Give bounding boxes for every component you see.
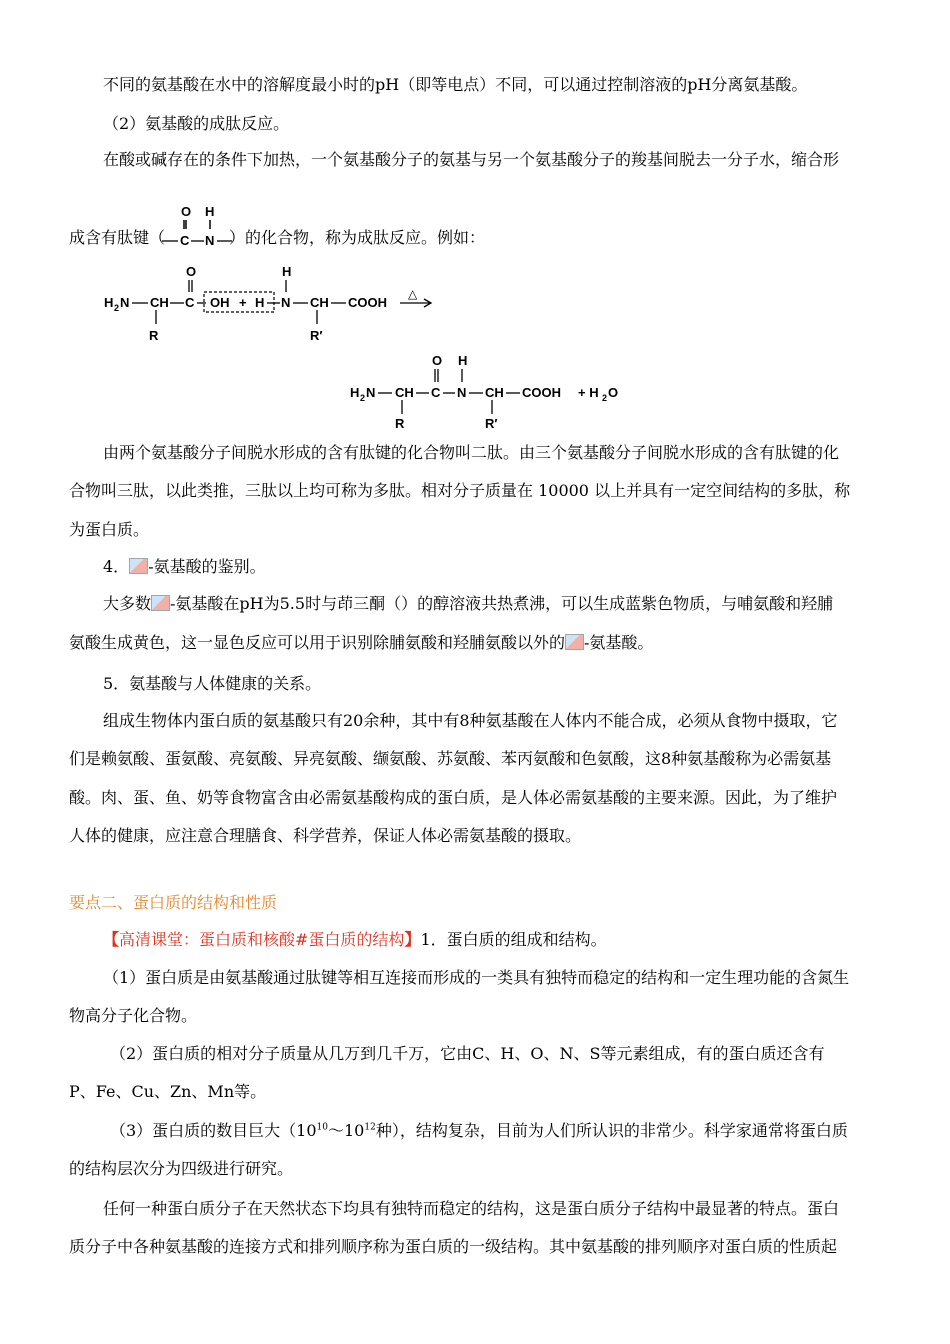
- heat-symbol: △: [408, 287, 418, 301]
- reactant-plus: +: [239, 295, 247, 310]
- product-h2o-o: O: [608, 385, 619, 400]
- reaction-reactants: [100, 262, 440, 352]
- paragraph-primary-structure-1: 任何一种蛋白质分子在天然状态下均具有独特而稳定的结构，这是蛋白质分子结构中最显著的特点。蛋白: [103, 1199, 840, 1218]
- peptide-bond-structure: [160, 200, 240, 248]
- paragraph-dipeptide-1: 由两个氨基酸分子间脱水形成的含有肽键的化合物叫二肽。由三个氨基酸分子间脱水形成的含有肽键的化: [103, 443, 840, 462]
- ninhydrin-text-pre: 大多数: [103, 594, 152, 613]
- course-bracket-open: 【: [103, 930, 120, 949]
- paragraph-protein-def-1: （1）蛋白质是由氨基酸通过肽键等相互连接而形成的一类具有独特而稳定的结构和一定生理功能的含氮生: [103, 968, 850, 987]
- peptide-bond-n: N: [205, 233, 215, 248]
- paragraph-dipeptide-2: 合物叫三肽，以此类推，三肽以上均可称为多肽。相对分子质量在 10000 以上并具有一定空间结构的多肽，称: [69, 481, 851, 500]
- peptide-bond-text-pre: 成含有肽键（: [69, 228, 166, 247]
- exponent-12: 12: [364, 1122, 376, 1133]
- paragraph-isoelectric: 不同的氨基酸在水中的溶解度最小时的pH（即等电点）不同，可以通过控制溶液的pH分离氨基酸。: [103, 75, 808, 94]
- product-r-prime: R′: [485, 416, 498, 431]
- paragraph-peptide-bond-line: [69, 228, 485, 248]
- product-ch2: CH: [485, 385, 504, 400]
- peptide-bond-c: C: [180, 233, 190, 248]
- section-composition: 1．蛋白质的组成和结构。: [420, 930, 607, 949]
- paragraph-protein-number-2: 的结构层次分为四级进行研究。: [69, 1159, 294, 1178]
- product-n: N: [366, 385, 376, 400]
- peptide-bond-text-post: ）的化合物，称为成肽反应。例如：: [229, 228, 486, 247]
- reactant-r: R: [149, 328, 159, 343]
- reactant-ch2: CH: [310, 295, 329, 310]
- product-h-top: H: [458, 353, 468, 368]
- reactant-n2: N: [281, 295, 291, 310]
- section-identification: [103, 557, 266, 577]
- ninhydrin2-text-pre: 氨酸生成黄色，这一显色反应可以用于识别除脯氨酸和羟脯氨酸以外的: [69, 633, 566, 652]
- alpha-image-icon: [565, 634, 584, 650]
- product-ch1: CH: [395, 385, 414, 400]
- reactant-h: H: [104, 295, 114, 310]
- reactant-cooh: COOH: [348, 295, 387, 310]
- product-h2o-sub: 2: [602, 393, 608, 403]
- paragraph-ninhydrin-1: [103, 594, 833, 614]
- paragraph-health-1: 组成生物体内蛋白质的氨基酸只有20余种，其中有8种氨基酸在人体内不能合成，必须从食物中摄取，它: [103, 711, 838, 730]
- paragraph-protein-mass-2: P、Fe、Cu、Zn、Mn等。: [69, 1082, 267, 1101]
- peptide-bond-o: O: [181, 204, 192, 219]
- paragraph-health-2: 们是赖氨酸、蛋氨酸、亮氨酸、异亮氨酸、缬氨酸、苏氨酸、苯丙氨酸和色氨酸，这8种氨基酸称为必需氨基: [69, 749, 832, 768]
- paragraph-peptide-intro: 在酸或碱存在的条件下加热，一个氨基酸分子的氨基与另一个氨基酸分子的羧基间脱去一分子水，缩合形: [103, 150, 840, 169]
- reactant-h-top: H: [282, 264, 292, 279]
- ninhydrin2-text-post: -氨基酸。: [584, 633, 654, 652]
- paragraph-protein-number-1: [110, 1121, 848, 1141]
- product-h-sub: 2: [360, 393, 366, 403]
- reaction-product: [346, 352, 636, 434]
- reactant-n: N: [120, 295, 130, 310]
- product-n2: N: [457, 385, 467, 400]
- paragraph-dipeptide-3: 为蛋白质。: [69, 520, 150, 539]
- product-r: R: [395, 416, 405, 431]
- number-text-3: 种），结构复杂，目前为人们所认识的非常少。科学家通常将蛋白质: [375, 1121, 848, 1140]
- number-text-1: （3）蛋白质的数目巨大（10: [110, 1121, 317, 1140]
- peptide-bond-h: H: [205, 204, 215, 219]
- paragraph-health-4: 人体的健康，应注意合理膳食、科学营养，保证人体必需氨基酸的摄取。: [69, 826, 582, 845]
- product-c: C: [431, 385, 441, 400]
- product-plus-h: + H: [578, 385, 599, 400]
- number-text-2: ～10: [328, 1121, 365, 1140]
- course-line: [103, 930, 607, 950]
- paragraph-protein-mass-1: （2）蛋白质的相对分子质量从几万到几千万，它由C、H、O、N、S等元素组成，有的蛋白质还含有: [110, 1044, 825, 1063]
- reactant-oh: OH: [210, 295, 230, 310]
- section-identification-title: -氨基酸的鉴别。: [148, 557, 266, 576]
- reactant-r-prime: R′: [310, 328, 323, 343]
- ninhydrin-text-post: -氨基酸在pH为5.5时与茚三酮（）的醇溶液共热煮沸，可以生成蓝紫色物质，与哺氨酸和羟脯: [170, 594, 834, 613]
- course-link[interactable]: 高清课堂：蛋白质和核酸#蛋白质的结构: [119, 930, 405, 949]
- reactant-ch1: CH: [150, 295, 169, 310]
- product-o: O: [432, 353, 443, 368]
- exponent-10: 10: [316, 1122, 328, 1133]
- heading-key-point-2: 要点二、蛋白质的结构和性质: [69, 893, 278, 912]
- paragraph-ninhydrin-2: [69, 633, 653, 653]
- reactant-h-small: H: [255, 295, 265, 310]
- paragraph-health-3: 酸。肉、蛋、鱼、奶等食物富含由必需氨基酸构成的蛋白质，是人体必需氨基酸的主要来源。因此，为了维护: [69, 788, 838, 807]
- alpha-image-icon: [151, 595, 170, 611]
- course-bracket-close: 】: [404, 930, 421, 949]
- product-h: H: [350, 385, 360, 400]
- alpha-image-icon: [129, 558, 148, 574]
- reactant-h-sub: 2: [114, 303, 120, 313]
- section-number-4: 4．: [103, 557, 130, 576]
- section-peptide-reaction: （2）氨基酸的成肽反应。: [103, 114, 290, 133]
- paragraph-protein-def-2: 物高分子化合物。: [69, 1006, 198, 1025]
- section-health: 5．氨基酸与人体健康的关系。: [103, 674, 322, 693]
- paragraph-primary-structure-2: 质分子中各种氨基酸的连接方式和排列顺序称为蛋白质的一级结构。其中氨基酸的排列顺序对蛋白质的性质起: [69, 1237, 838, 1256]
- reactant-c: C: [185, 295, 195, 310]
- reactant-o: O: [186, 264, 197, 279]
- product-cooh: COOH: [522, 385, 561, 400]
